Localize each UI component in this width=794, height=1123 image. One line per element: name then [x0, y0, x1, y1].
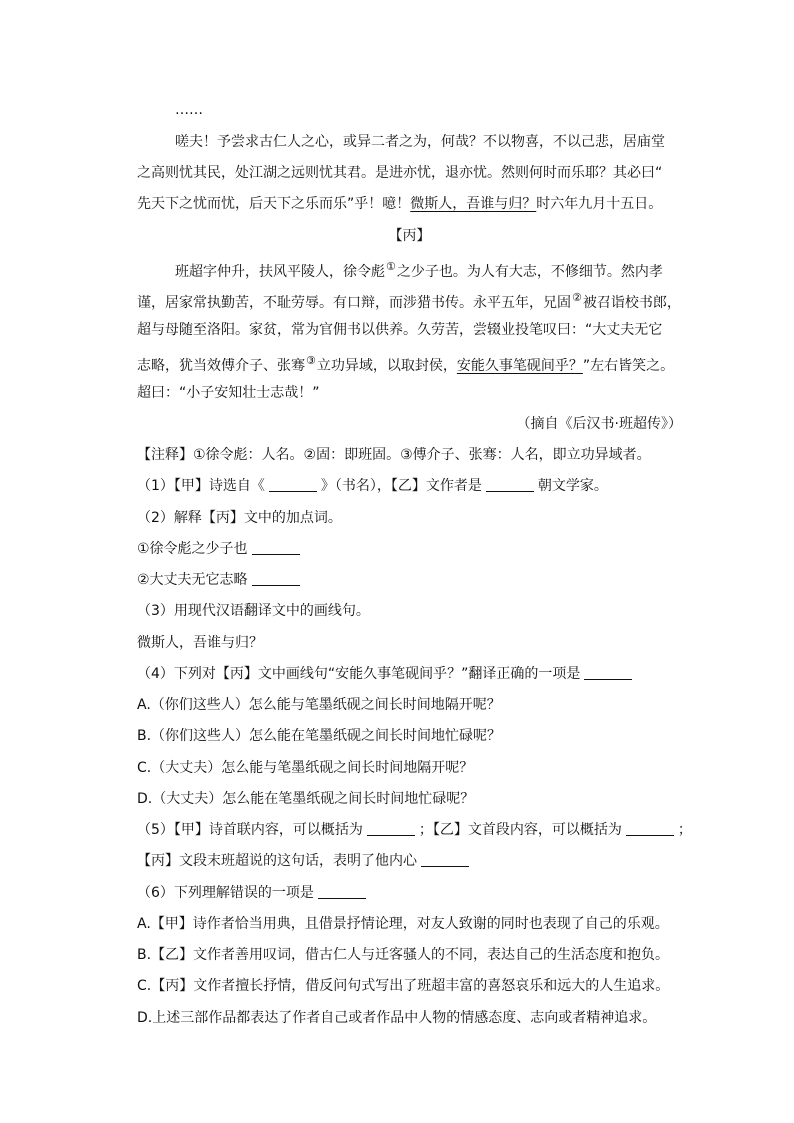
question-text: （5）【甲】诗首联内容，可以概括为 — [137, 822, 363, 838]
answer-blank[interactable] — [252, 540, 300, 555]
passage-line — [137, 194, 662, 214]
question-2-item — [137, 570, 304, 590]
text-segment: ”左右皆笑之。 — [582, 358, 675, 374]
text-segment: 谨，居家常执勤苦，不耻劳辱。有口辩，而涉猎书传。永平五年，兄固 — [137, 295, 571, 311]
underlined-sentence: 安能久事笔砚间乎？ — [456, 358, 583, 374]
option-a[interactable]: A.【甲】诗作者恰当用典，且借景抒情论理，对友人致谢的同时也表现了自己的乐观。 — [137, 916, 669, 932]
text-segment: 时六年九月十五日。 — [536, 196, 663, 212]
answer-blank[interactable] — [421, 852, 469, 867]
question-1 — [137, 476, 608, 496]
question-text: ②大丈夫无它志略 — [137, 572, 248, 588]
ellipsis: …… — [175, 102, 203, 118]
option-b[interactable]: B.（你们这些人）怎么能在笔墨纸砚之间长时间地忙碌呢？ — [137, 728, 502, 744]
question-text: （6）下列理解错误的一项是 — [137, 885, 314, 901]
question-text: ①徐令彪之少子也 — [137, 541, 248, 557]
question-text: 朝文学家。 — [537, 478, 608, 494]
option-d[interactable]: D.上述三部作品都表达了作者自己或者作品中人物的情感态度、志向或者精神追求。 — [137, 1010, 657, 1026]
question-2: （2）解释【丙】文中的加点词。 — [137, 510, 342, 526]
footnote-marker: ① — [386, 260, 396, 273]
text-segment: 班超字仲升，扶风平陵人，徐令彪 — [175, 264, 385, 280]
answer-blank[interactable] — [486, 477, 534, 492]
passage-line: 嗟夫！予尝求古仁人之心，或异二者之为，何哉？不以物喜，不以己悲，居庙堂 — [175, 134, 665, 150]
annotations: 【注释】①徐令彪：人名。②固：即班固。③傅介子、张骞：人名，即立功异域者。 — [137, 447, 651, 463]
passage-line: 超与母随至洛阳。家贫，常为官佣书以供养。久劳苦，尝辍业投笔叹曰：“大丈夫无它 — [137, 322, 663, 338]
question-text: （1）【甲】诗选自《 — [137, 478, 265, 494]
passage-line: 之高则忧其民，处江湖之远则忧其君。是进亦忧，退亦忧。然则何时而乐耶？其必曰“ — [137, 165, 663, 181]
question-2-item — [137, 539, 304, 559]
question-text: （4）下列对【丙】文中画线句“安能久事笔砚间乎？”翻译正确的一项是 — [137, 666, 581, 682]
question-4 — [137, 664, 636, 684]
source-citation: （摘自《后汉书·班超传》） — [516, 416, 682, 432]
question-3-sentence: 微斯人，吾谁与归？ — [137, 635, 263, 651]
text-segment: 被召诣校书郎， — [582, 295, 681, 311]
answer-blank[interactable] — [584, 665, 632, 680]
question-text: ；【乙】文首段内容，可以概括为 — [418, 822, 622, 838]
underlined-sentence: 微斯人，吾谁与归？ — [410, 196, 537, 212]
passage-line: 超曰：“小子安知壮士志哉！” — [137, 385, 320, 401]
answer-blank[interactable] — [318, 884, 366, 899]
question-6 — [137, 883, 370, 903]
question-5-line2 — [137, 851, 473, 871]
question-text: 》（书名），【乙】文作者是 — [320, 478, 482, 494]
question-3: （3）用现代汉语翻译文中的画线句。 — [137, 603, 370, 619]
option-b[interactable]: B.【乙】文作者善用叹词，借古仁人与迁客骚人的不同，表达自己的生活态度和抱负。 — [137, 947, 670, 963]
footnote-marker: ② — [572, 291, 582, 304]
question-5 — [137, 820, 692, 840]
question-text: ； — [677, 822, 692, 838]
answer-blank[interactable] — [269, 477, 317, 492]
option-c[interactable]: C.【丙】文作者擅长抒情，借反问句式写出了班超丰富的喜怒哀乐和远大的人生追求。 — [137, 978, 670, 994]
text-segment: 志略，犹当效傅介子、张骞 — [137, 358, 305, 374]
text-segment: 先天下之忧而忧，后天下之乐而乐”乎！噫！ — [137, 196, 411, 212]
question-text: 【丙】文段末班超说的这句话，表明了他内心 — [137, 853, 417, 869]
option-d[interactable]: D.（大丈夫）怎么能在笔墨纸砚之间长时间地忙碌呢？ — [137, 791, 475, 807]
text-segment: 立功异域，以取封侯， — [316, 358, 457, 374]
passage-line — [175, 257, 663, 280]
text-segment: 之少子也。为人有大志，不修细节。然内孝 — [396, 264, 663, 280]
answer-blank[interactable] — [252, 571, 300, 586]
passage-line — [137, 351, 675, 374]
footnote-marker: ③ — [306, 354, 316, 367]
option-a[interactable]: A.（你们这些人）怎么能与笔墨纸砚之间长时间地隔开呢？ — [137, 697, 501, 713]
answer-blank[interactable] — [626, 821, 674, 836]
option-c[interactable]: C.（大丈夫）怎么能与笔墨纸砚之间长时间地隔开呢？ — [137, 760, 474, 776]
answer-blank[interactable] — [367, 821, 415, 836]
passage-line — [137, 288, 681, 311]
section-title-bing: 【丙】 — [388, 228, 431, 244]
